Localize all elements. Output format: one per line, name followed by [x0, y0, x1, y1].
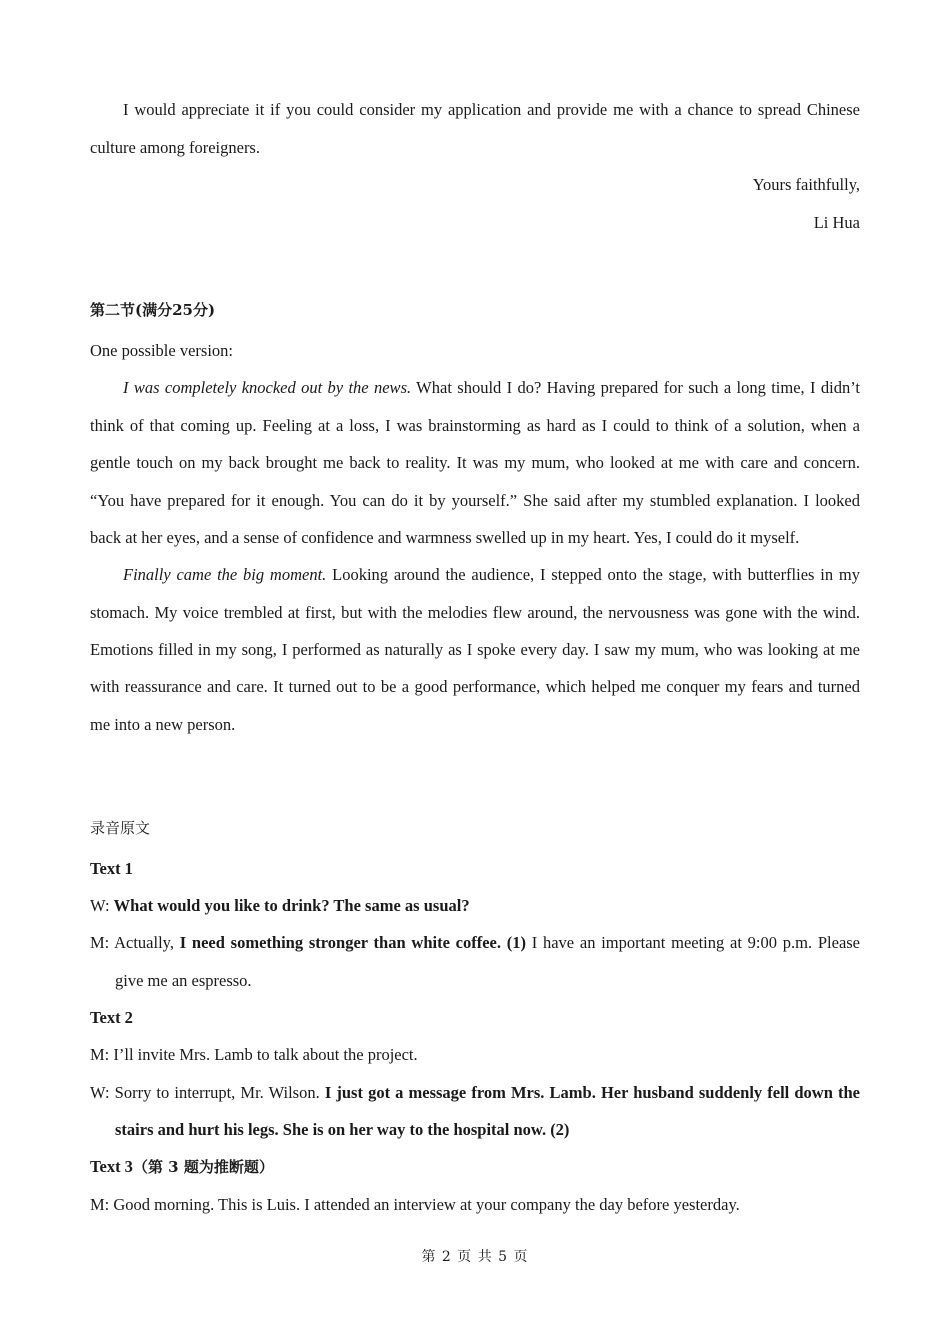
speaker-label: W:	[90, 896, 114, 915]
essay-line	[90, 677, 860, 697]
letter-signature	[90, 213, 860, 233]
version-intro	[90, 341, 860, 361]
question-note: （第 3 题为推断题）	[132, 1158, 274, 1176]
transcript-heading-text: 录音原文	[90, 819, 151, 837]
dialogue-text: M: Good morning. This is Luis. I attended an interview at your company the day before yesterday.	[90, 1195, 740, 1214]
text-title-label: Text 2	[90, 1008, 133, 1027]
text-title-label: Text 3	[90, 1157, 133, 1176]
essay-line	[90, 715, 860, 735]
transcript-heading	[90, 818, 860, 838]
letter-text: culture among foreigners.	[90, 138, 260, 157]
essay-line	[90, 491, 860, 511]
essay-opening-sentence: Finally came the big moment.	[123, 565, 327, 584]
dialogue-line	[90, 971, 860, 991]
essay-text: Emotions filled in my song, I performed as naturally as I spoke every day. I saw my mum, who was looking at me	[90, 640, 860, 659]
essay-line	[90, 416, 860, 436]
text-title	[90, 859, 860, 879]
essay-text: Looking around the audience, I stepped onto the stage, with butterflies in my	[326, 565, 860, 584]
dialogue-line	[90, 1083, 860, 1103]
speaker-label: M: Actually,	[90, 933, 180, 952]
dialogue-line	[90, 896, 860, 916]
key-sentence: What would you like to drink? The same as usual?	[113, 896, 470, 915]
key-sentence: I need something stronger than white coffee. (1)	[179, 933, 526, 952]
essay-line	[90, 528, 860, 548]
signature-text: Li Hua	[813, 213, 860, 232]
essay-text: What should I do? Having prepared for such a long time, I didn’t	[411, 378, 860, 397]
dialogue-text: I have an important meeting at 9:00 p.m. Please	[525, 933, 861, 952]
text-title	[90, 1157, 860, 1177]
essay-line	[90, 378, 860, 398]
signoff-text: Yours faithfully,	[752, 175, 860, 194]
essay-text: back at her eyes, and a sense of confidence and warmness swelled up in my heart. Yes, I could do it myself.	[90, 528, 800, 547]
essay-text: think of that coming up. Feeling at a loss, I was brainstorming as hard as I could to think of a solution, when a	[90, 416, 860, 435]
essay-line	[90, 640, 860, 660]
section-heading	[90, 300, 860, 321]
letter-paragraph-line	[90, 138, 860, 158]
essay-text: gentle touch on my back brought me back to reality. It was my mum, who looked at me with care and concern.	[90, 453, 860, 472]
dialogue-line	[90, 1195, 860, 1215]
essay-opening-sentence: I was completely knocked out by the news.	[123, 378, 412, 397]
dialogue-line	[90, 1045, 860, 1065]
key-sentence: I just got a message from Mrs. Lamb. Her husband suddenly fell down the	[324, 1083, 860, 1102]
letter-paragraph-line	[90, 100, 860, 120]
text-title-label: Text 1	[90, 859, 133, 878]
essay-text: stomach. My voice trembled at first, but with the melodies flew around, the nervousness was gone with the wind.	[90, 603, 860, 622]
dialogue-line	[90, 1120, 860, 1140]
essay-line	[90, 603, 860, 623]
essay-text: with reassurance and care. It turned out to be a good performance, which helped me conquer my fears and turned	[90, 677, 860, 696]
essay-text: “You have prepared for it enough. You can do it by yourself.” She said after my stumbled explanation. I looked	[90, 491, 860, 510]
key-sentence: stairs and hurt his legs. She is on her way to the hospital now. (2)	[115, 1120, 570, 1139]
page-footer	[0, 1246, 950, 1266]
version-intro-text: One possible version:	[90, 341, 233, 360]
letter-signoff	[90, 175, 860, 195]
dialogue-line	[90, 933, 860, 953]
dialogue-text: W: Sorry to interrupt, Mr. Wilson.	[90, 1083, 325, 1102]
essay-text: me into a new person.	[90, 715, 236, 734]
letter-text: I would appreciate it if you could consider my application and provide me with a chance to spread Chinese	[123, 100, 860, 119]
dialogue-text: give me an espresso.	[115, 971, 252, 990]
section-heading-text: 第二节(满分25分)	[90, 301, 216, 319]
essay-line	[90, 453, 860, 473]
text-title	[90, 1008, 860, 1028]
dialogue-text: M: I’ll invite Mrs. Lamb to talk about the project.	[90, 1045, 418, 1064]
page-number: 第 2 页 共 5 页	[421, 1249, 529, 1265]
essay-line	[90, 565, 860, 585]
